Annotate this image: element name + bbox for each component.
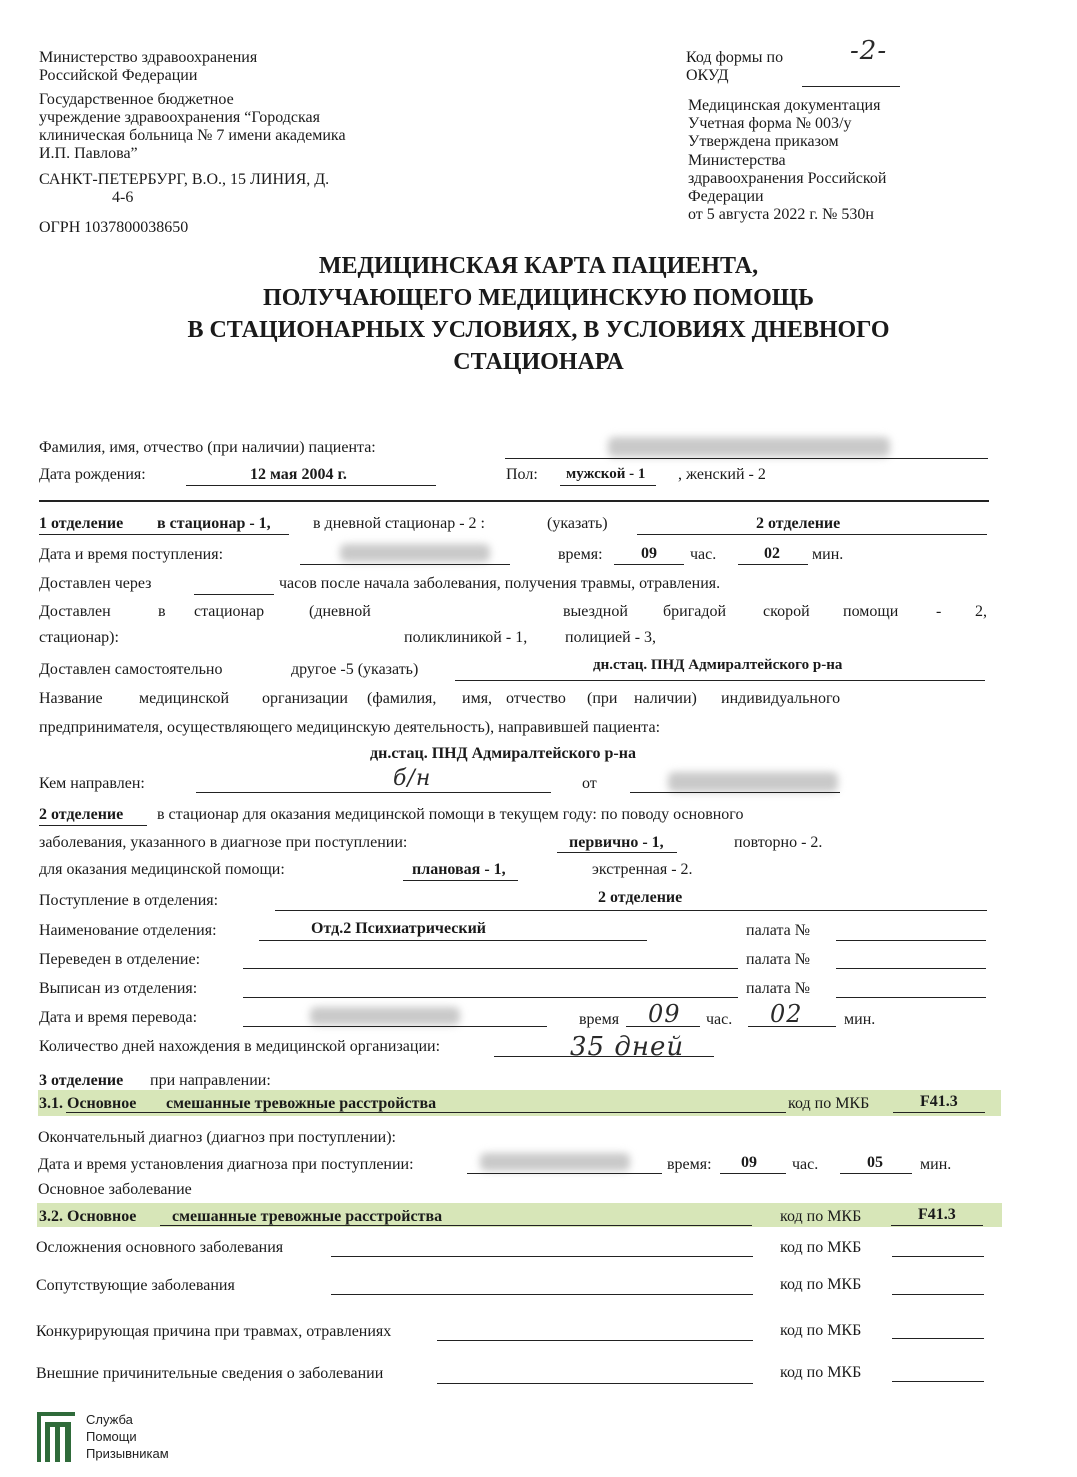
ward-underline xyxy=(836,968,986,969)
delivered-row2-c: полицией - 3, xyxy=(565,629,657,646)
delivered-word: стационар xyxy=(194,603,265,620)
org-name-word: Название xyxy=(39,690,103,707)
referred-by-handwritten: б/н xyxy=(393,766,432,791)
diag-hour-underline xyxy=(720,1173,786,1174)
specify-label: (указать) xyxy=(547,515,608,532)
logo-text-line-1: Служба xyxy=(86,1412,133,1427)
delivered-word: в xyxy=(158,603,166,620)
ward-label: палата № xyxy=(746,980,811,997)
primary-option: первично - 1, xyxy=(569,834,664,851)
doc-line-3: Утверждена приказом xyxy=(688,133,839,150)
admit-min: 02 xyxy=(764,545,780,562)
dob-value: 12 мая 2004 г. xyxy=(250,466,347,483)
planned-underline xyxy=(403,880,518,881)
final-diagnosis-label: Окончательный диагноз (диагноз при поступлении): xyxy=(38,1129,396,1146)
diag-min-underline xyxy=(840,1173,912,1174)
org-name-word: индивидуального xyxy=(721,690,841,707)
dept-2-label: 2 отделение xyxy=(39,806,124,823)
complications-label: Осложнения основного заболевания xyxy=(36,1239,284,1256)
fio-underline xyxy=(505,458,988,459)
org-name-word: наличии) xyxy=(634,690,697,707)
transferred-label: Переведен в отделение: xyxy=(39,951,201,968)
discharged-underline xyxy=(243,997,738,998)
diag-dt-label: Дата и время установления диагноза при поступлении: xyxy=(38,1156,414,1173)
discharged-label: Выписан из отделения: xyxy=(39,980,198,997)
delivered-word: скорой xyxy=(763,603,810,620)
delivered-word: 2, xyxy=(975,603,987,620)
okud-label-2: ОКУД xyxy=(686,67,729,84)
divider xyxy=(39,500,989,502)
self-delivered-label: Доставлен самостоятельно xyxy=(39,661,223,678)
dept-1-underline xyxy=(39,534,289,535)
admit-hour: 09 xyxy=(641,545,657,562)
doc-line-4: Министерства xyxy=(688,152,786,169)
transfer-date-redacted xyxy=(310,1007,460,1025)
logo-text-line-2: Помощи xyxy=(86,1429,137,1444)
primary-underline xyxy=(557,852,677,853)
section2-line-1: в стационар для оказания медицинской помощи в текущем году: по поводу основного xyxy=(157,806,744,823)
diag-hour: 09 xyxy=(741,1154,757,1171)
sex-label: Пол: xyxy=(506,466,538,483)
okud-label-1: Код формы по xyxy=(686,49,784,66)
org-name-word: отчество xyxy=(506,690,566,707)
inpatient-option: в стационар - 1, xyxy=(157,515,271,532)
external-label: Внешние причинительные сведения о заболевании xyxy=(36,1365,384,1382)
org-name-word: (при xyxy=(587,690,618,707)
okud-underline xyxy=(802,86,900,87)
transferred-underline xyxy=(243,968,738,969)
on-referral-label: при направлении: xyxy=(150,1072,271,1089)
sex-female: , женский - 2 xyxy=(678,466,766,483)
dept-2-underline xyxy=(39,825,147,826)
from-label: от xyxy=(582,775,597,792)
doc-line-6: Федерации xyxy=(688,188,764,205)
diag-min: 05 xyxy=(867,1154,883,1171)
complications-code-underline xyxy=(892,1256,984,1257)
diag-time-label: время: xyxy=(667,1156,712,1173)
delivered-word: выездной xyxy=(563,603,628,620)
days-handwritten: 35 дней xyxy=(570,1032,685,1062)
ward-underline xyxy=(836,940,986,941)
logo-icon xyxy=(37,1412,77,1462)
admission-label: Поступление в отделения: xyxy=(39,892,219,909)
delivered-word: бригадой xyxy=(663,603,727,620)
concomitant-label: Сопутствующие заболевания xyxy=(36,1277,235,1294)
org-line-1: Государственное бюджетное xyxy=(39,91,234,108)
other-underline xyxy=(455,680,985,681)
transfer-min-label: мин. xyxy=(844,1011,876,1028)
mkb-label: код по МКБ xyxy=(780,1322,862,1339)
delivered-word: помощи xyxy=(843,603,899,620)
page-title-line-4: СТАЦИОНАРА xyxy=(453,349,624,375)
org-line-3: клиническая больница № 7 имени академика xyxy=(39,127,346,144)
competing-label: Конкурирующая причина при травмах, отравлениях xyxy=(36,1323,392,1340)
complications-underline xyxy=(331,1256,753,1257)
delivered-hours-text: часов после начала заболевания, получения травмы, отравления. xyxy=(279,575,721,592)
other-value: дн.стац. ПНД Адмиралтейского р-на xyxy=(593,657,843,673)
dob-label: Дата рождения: xyxy=(39,466,146,483)
competing-code-underline xyxy=(892,1338,984,1339)
specify-underline xyxy=(637,534,987,535)
diagnosis-32-label: 3.2. Основное xyxy=(39,1208,137,1225)
external-code-underline xyxy=(892,1381,984,1382)
main-disease-label: Основное заболевание xyxy=(38,1181,192,1198)
delivered-hours-underline xyxy=(194,594,274,595)
days-underline xyxy=(494,1056,714,1057)
doc-line-1: Медицинская документация xyxy=(688,97,881,114)
diagnosis-31-underline xyxy=(66,1112,786,1113)
org-name-line-2: предпринимателя, осуществляющего медицинскую деятельность), направившей пациента: xyxy=(39,719,661,736)
dept-1-label: 1 отделение xyxy=(39,515,124,532)
dept-name-value: Отд.2 Психиатрический xyxy=(311,920,487,937)
diag-min-label: мин. xyxy=(920,1156,952,1173)
mkb-label: код по МКБ xyxy=(780,1239,862,1256)
transfer-hour-underline xyxy=(626,1026,700,1027)
diagnosis-31-label: 3.1. Основное xyxy=(39,1095,137,1112)
diag-hour-label: час. xyxy=(792,1156,819,1173)
transfer-hour-label: час. xyxy=(706,1011,733,1028)
ward-label: палата № xyxy=(746,922,811,939)
page-title-line-2: ПОЛУЧАЮЩЕГО МЕДИЦИНСКУЮ ПОМОЩЬ xyxy=(263,285,814,311)
admit-date-redacted xyxy=(340,544,490,562)
concomitant-code-underline xyxy=(892,1294,984,1295)
transfer-hour-handwritten: 09 xyxy=(648,1000,681,1028)
org-name-word: организации xyxy=(262,690,348,707)
other-label: другое -5 (указать) xyxy=(291,661,419,678)
diag-date-redacted xyxy=(480,1153,630,1171)
transfer-dt-label: Дата и время перевода: xyxy=(39,1009,198,1026)
page-title-line-1: МЕДИЦИНСКАЯ КАРТА ПАЦИЕНТА, xyxy=(318,253,759,279)
logo-text-line-3: Призывникам xyxy=(86,1446,169,1461)
dept-name-underline xyxy=(259,940,647,941)
emergency-option: экстренная - 2. xyxy=(592,861,693,878)
page-title-line-3: В СТАЦИОНАРНЫХ УСЛОВИЯХ, В УСЛОВИЯХ ДНЕВНОГО xyxy=(187,317,890,343)
org-line-4: И.П. Павлова” xyxy=(39,145,138,162)
org-name-word: (фамилия, xyxy=(367,690,437,707)
delivered-word: Доставлен xyxy=(39,603,111,620)
address-line-2: 4-6 xyxy=(112,189,134,206)
mkb-label: код по МКБ xyxy=(780,1208,862,1225)
doc-line-7: от 5 августа 2022 г. № 530н xyxy=(688,206,874,223)
org-line-2: учреждение здравоохранения “Городская xyxy=(39,109,320,126)
ministry-line-1: Министерство здравоохранения xyxy=(39,49,258,66)
admit-time-label: время: xyxy=(558,546,603,563)
referred-by-label: Кем направлен: xyxy=(39,775,145,792)
transfer-min-underline xyxy=(748,1026,836,1027)
from-date-redacted xyxy=(668,772,838,792)
org-name-word: имя, xyxy=(462,690,493,707)
referred-by-underline xyxy=(196,792,551,793)
ogrn: ОГРН 1037800038650 xyxy=(39,219,189,236)
external-underline xyxy=(437,1383,753,1384)
ward-underline xyxy=(836,997,986,998)
diagnosis-31-value: смешанные тревожные расстройства xyxy=(166,1095,437,1112)
delivered-row2-a: стационар): xyxy=(39,629,119,646)
mkb-label: код по МКБ xyxy=(788,1095,870,1112)
address-line-1: САНКТ-ПЕТЕРБУРГ, В.О., 15 ЛИНИЯ, Д. xyxy=(39,171,330,188)
planned-option: плановая - 1, xyxy=(412,861,506,878)
doc-line-2: Учетная форма № 003/у xyxy=(688,115,852,132)
delivered-through-label: Доставлен через xyxy=(39,575,152,592)
day-hospital-option: в дневной стационар - 2 : xyxy=(313,515,485,532)
fio-redacted xyxy=(608,437,890,457)
admission-value: 2 отделение xyxy=(598,889,683,906)
diagnosis-32-value: смешанные тревожные расстройства xyxy=(172,1208,443,1225)
delivered-word: (дневной xyxy=(309,603,371,620)
care-label: для оказания медицинской помощи: xyxy=(39,861,285,878)
sex-underline xyxy=(560,485,656,486)
admit-hour-label: час. xyxy=(690,546,717,563)
diagnosis-31-code-underline xyxy=(893,1112,985,1113)
ward-label: палата № xyxy=(746,951,811,968)
admit-date-underline xyxy=(300,564,510,565)
referring-org-value: дн.стац. ПНД Адмиралтейского р-на xyxy=(370,745,636,762)
section2-line-2: заболевания, указанного в диагнозе при поступлении: xyxy=(39,834,408,851)
okud-handwritten: -2- xyxy=(850,36,888,66)
admission-underline xyxy=(275,910,987,911)
mkb-label: код по МКБ xyxy=(780,1276,862,1293)
admit-min-label: мин. xyxy=(812,546,844,563)
transfer-time-label: время xyxy=(579,1011,620,1028)
dept-name-label: Наименование отделения: xyxy=(39,922,217,939)
from-underline xyxy=(630,792,840,793)
dept-3-label: 3 отделение xyxy=(39,1072,124,1089)
dob-underline xyxy=(186,485,436,486)
sex-male: мужской - 1 xyxy=(566,466,646,482)
days-label: Количество дней нахождения в медицинской организации: xyxy=(39,1038,441,1055)
ministry-line-2: Российской Федерации xyxy=(39,67,198,84)
admit-hour-underline xyxy=(614,564,684,565)
diag-date-underline xyxy=(467,1173,662,1174)
diagnosis-31-code: F41.3 xyxy=(920,1093,958,1110)
specify-value: 2 отделение xyxy=(756,515,841,532)
transfer-min-handwritten: 02 xyxy=(770,1000,803,1028)
admit-min-underline xyxy=(738,564,808,565)
delivered-row2-b: поликлиникой - 1, xyxy=(404,629,528,646)
concomitant-underline xyxy=(331,1294,753,1295)
competing-underline xyxy=(437,1340,753,1341)
transfer-date-underline xyxy=(243,1026,547,1027)
diagnosis-32-code: F41.3 xyxy=(918,1206,956,1223)
admit-label: Дата и время поступления: xyxy=(39,546,224,563)
fio-label: Фамилия, имя, отчество (при наличии) пациента: xyxy=(39,439,376,456)
delivered-word: - xyxy=(936,603,942,620)
diagnosis-32-underline xyxy=(160,1225,752,1226)
doc-line-5: здравоохранения Российской xyxy=(688,170,887,187)
mkb-label: код по МКБ xyxy=(780,1364,862,1381)
diagnosis-32-code-underline xyxy=(891,1225,983,1226)
org-name-word: медицинской xyxy=(139,690,230,707)
repeat-option: повторно - 2. xyxy=(734,834,823,851)
